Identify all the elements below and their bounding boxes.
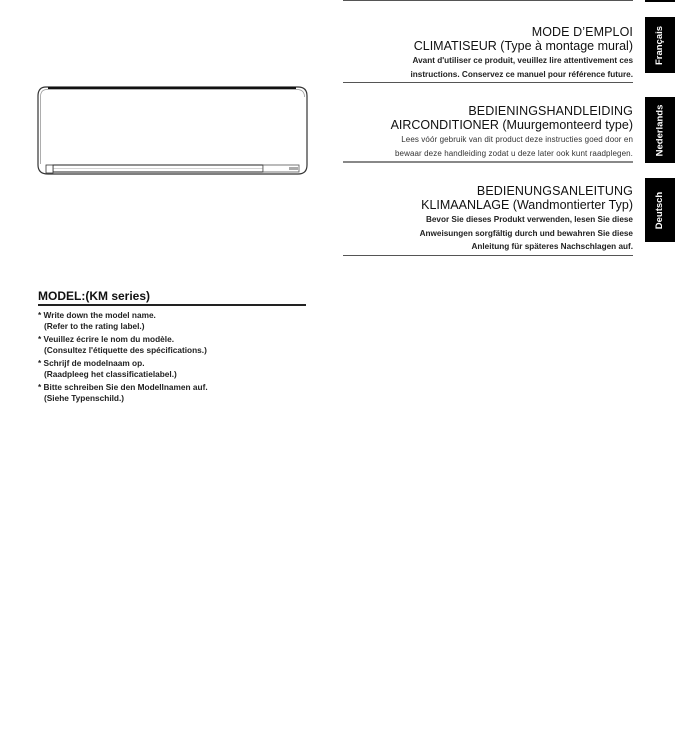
section-title: MODE D’EMPLOI [531, 25, 633, 39]
section-text [333, 133, 633, 160]
model-title: MODEL:(KM series) [38, 289, 151, 303]
section-subtitle: KLIMAANLAGE (Wandmontierter Typ) [421, 198, 633, 212]
text-line: instructions. Conservez ce manuel pour référence future. [410, 69, 633, 79]
note-line: * Write down the model name. [38, 310, 156, 320]
section-german [333, 184, 633, 254]
text-line: Anweisungen sorgfältig durch und bewahren Sie diese [419, 228, 633, 238]
divider [343, 161, 633, 163]
section-text [333, 54, 633, 81]
model-notes [38, 310, 318, 406]
text-line: bewaar deze handleiding zodat u deze later ook kunt raadplegen. [394, 148, 633, 158]
tab-francais[interactable] [645, 17, 675, 73]
section-subtitle: CLIMATISEUR (Type à montage mural) [413, 39, 633, 53]
note-line: * Veuillez écrire le nom du modèle. [38, 334, 175, 344]
note-line: (Raadpleeg het classificatielabel.) [44, 368, 177, 379]
previous-tab-stub [645, 0, 675, 2]
note-line: (Refer to the rating label.) [44, 320, 145, 331]
section-text [333, 213, 633, 254]
section-dutch [333, 104, 633, 160]
text-line: Avant d'utiliser ce produit, veuillez lire attentivement ces [412, 56, 633, 65]
note-line: * Schrijf de modelnaam op. [38, 358, 145, 368]
section-title: BEDIENUNGSANLEITUNG [476, 184, 633, 198]
text-line: Anleitung für späteres Nachschlagen auf. [471, 242, 633, 251]
tab-label: Deutsch [654, 191, 666, 229]
divider [343, 82, 633, 83]
tab-label: Français [654, 25, 666, 65]
model-rule [38, 304, 306, 306]
tab-nederlands[interactable] [645, 97, 675, 163]
section-title: BEDIENINGSHANDLEIDING [468, 104, 633, 118]
tab-deutsch[interactable] [645, 178, 675, 242]
note-line: (Consultez l'étiquette des spécifications.) [44, 344, 207, 355]
note-french [38, 334, 318, 355]
text-line: Bevor Sie dieses Produkt verwenden, lesen Sie diese [425, 215, 633, 224]
top-rule [343, 0, 633, 1]
note-german [38, 382, 318, 403]
note-line: (Siehe Typenschild.) [44, 392, 125, 403]
air-conditioner-illustration [36, 85, 310, 179]
tab-label: Nederlands [654, 104, 666, 156]
divider [343, 255, 633, 256]
note-line: * Bitte schreiben Sie den Modellnamen auf. [38, 382, 208, 392]
section-french [333, 25, 633, 81]
note-english [38, 310, 318, 331]
section-subtitle: AIRCONDITIONER (Muurgemonteerd type) [390, 118, 633, 132]
note-dutch [38, 358, 318, 379]
text-line: Lees vóór gebruik van dit product deze instructies goed door en [401, 135, 633, 144]
